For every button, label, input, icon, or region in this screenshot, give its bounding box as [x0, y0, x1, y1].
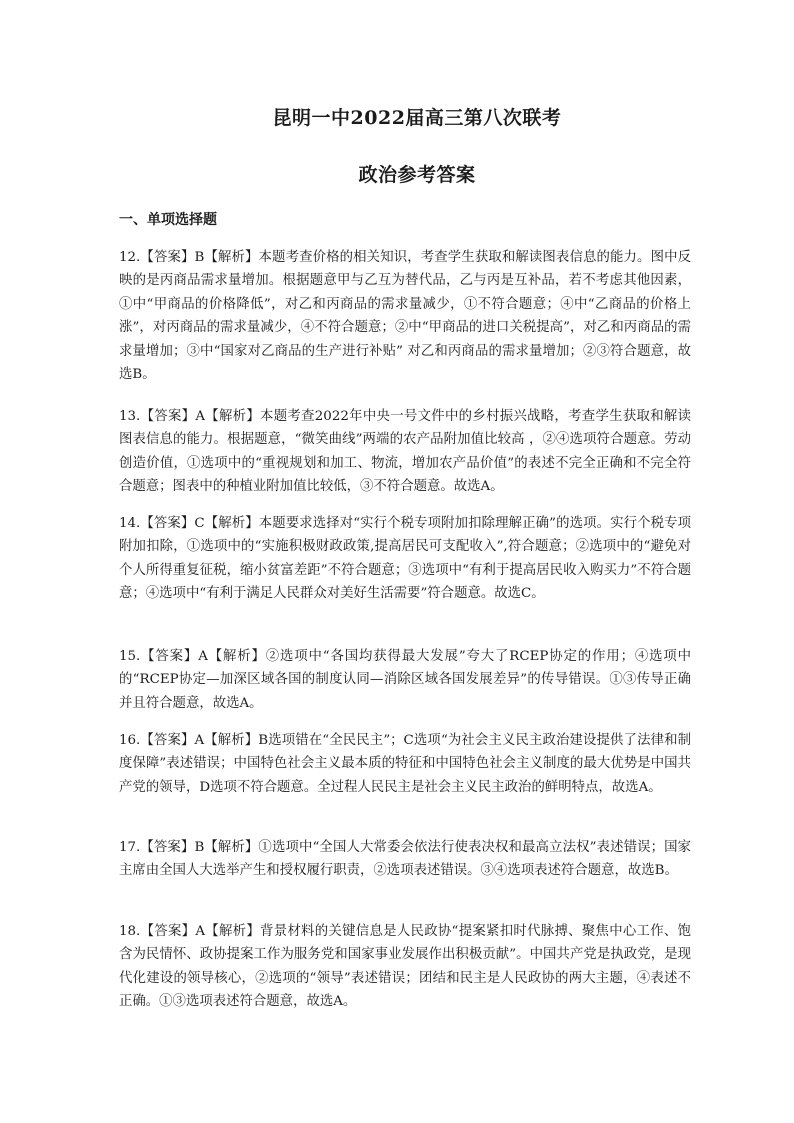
answer-item-14: 14.【答案】C【解析】本题要求选择对“实行个税专项附加扣除理解正确”的选项。实行个税专项附加扣除，①选项中的“实施积极财政政策,提高居民可支配收入”,符合题意；②选项中的“避免对个人所得重复征税，缩小贫富差距”不符合题意；③选项中“有利于提高居民收入购买力”不符合题意；④选项中“有利于满足人民群众对美好生活需要”符合题意。故选C。 — [119, 516, 691, 602]
answer-item-17: 17.【答案】B【解析】①选项中“全国人大常委会依法行使表决权和最高立法权”表述错误；国家主席由全国人大选举产生和授权履行职责，②选项表述错误。③④选项表述符合题意，故选B。 — [119, 840, 691, 879]
answer-item-12: 12.【答案】B【解析】本题考查价格的相关知识，考查学生获取和解读图表信息的能力。图中反映的是丙商品需求量增加。根据题意甲与乙互为替代品，乙与丙是互补品，若不考虑其他因素，①中“甲商品的价格降低”，对乙和丙商品的需求量减少，①不符合题意；④中“乙商品的价格上涨”，对丙商品的需求量减少，④不符合题意；②中“甲商品的进口关税提高”，对乙和丙商品的需求量增加；③中“国家对乙商品的生产进行补贴” 对乙和丙商品的需求量增加；②③符合题意，故选B。 — [119, 250, 691, 383]
answer-item-18: 18.【答案】A【解析】背景材料的关键信息是人民政协“提案紧扣时代脉搏、聚焦中心工作、饱含为民情怀、政协提案工作为服务党和国家事业发展作出积极贡献”。中国共产党是执政党，是现代化建设的领导核心，②选项的“领导”表述错误；团结和民主是人民政协的两大主题，④表述不正确。①③选项表述符合题意，故选A。 — [119, 924, 691, 1010]
answer-item-16: 16.【答案】A【解析】B选项错在“全民民主”；C选项“为社会主义民主政治建设提供了法律和制度保障”表述错误；中国特色社会主义最本质的特征和中国特色社会主义制度的最大优势是中国共产党的领导，D选项不符合题意。全过程人民民主是社会主义民主政治的鲜明特点，故选A。 — [119, 733, 691, 795]
document-title: 昆明一中2022届高三第八次联考 — [272, 107, 562, 129]
section-heading: 一、单项选择题 — [119, 212, 217, 228]
document-subtitle: 政治参考答案 — [358, 164, 476, 186]
answer-item-15: 15.【答案】A【解析】②选项中“各国均获得最大发展”夸大了RCEP协定的作用；④选项中的“RCEP协定—加深区域各国的制度认同—消除区域各国发展差异”的传导错误。①③传导正确并且符合题意，故选A。 — [119, 649, 691, 711]
answer-item-13: 13.【答案】A【解析】本题考查2022年中央一号文件中的乡村振兴战略，考查学生获取和解读图表信息的能力。根据题意，“微笑曲线”两端的农产品附加值比较高 ，②④选项符合题意。劳动创造价值，①选项中的“重视规划和加工、物流，增加农产品价值”的表述不完全正确和不完全符合题意；图表中的种植业附加值比较低，③不符合题意。故选A。 — [119, 409, 691, 495]
